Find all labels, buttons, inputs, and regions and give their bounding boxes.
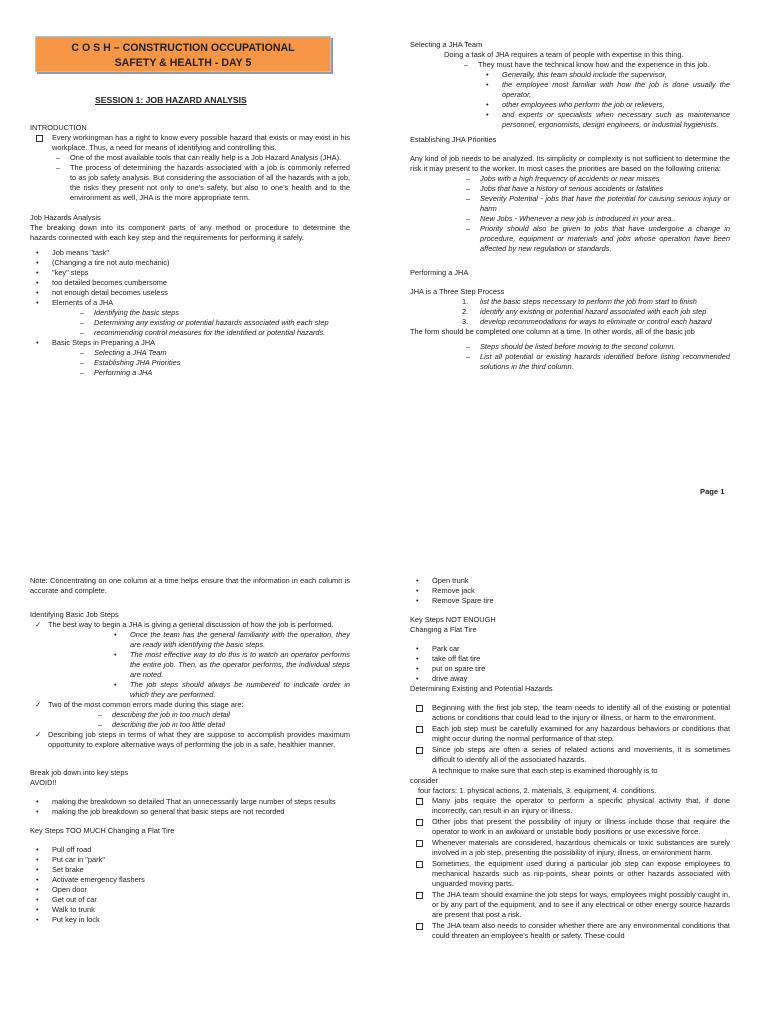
list-item: • not enough detail becomes useless	[30, 288, 350, 298]
hazard-item: The JHA team also needs to consider whether there are any environmental conditions that could threaten an employee's health or safety. These could	[410, 921, 730, 941]
hazard-item: Other jobs that present the possibility of injury or illness include those that require the operator to work in an awkward or unstable body positions or use excessive force.	[410, 817, 730, 837]
tire-step: • Park car	[410, 644, 730, 654]
page1-right-column	[410, 40, 730, 372]
hazard-item: Many jobs require the operator to perform a specific physical activity that, if done incorrectly, can result in an injury or illness.	[410, 796, 730, 816]
three-step-item: 1. list the basic steps necessary to perform the job from start to finish	[462, 297, 697, 306]
avoid-label: AVOID!!	[30, 778, 57, 787]
tire-step: • Remove jack	[410, 586, 730, 596]
tire-step: • Activate emergency flashers	[30, 875, 350, 885]
check-item: ✓ Two of the most common errors made during this stage are: – describing the job in too much detail – describing the job in too little detail	[30, 700, 350, 730]
intro-dash: – One of the most available tools that can really help is a Job Hazard Analysis (JHA).	[46, 153, 350, 163]
session-heading: SESSION 1: JOB HAZARD ANALYSIS	[95, 95, 247, 105]
page1-left-column	[30, 123, 350, 378]
team-member: • Generally, this team should include the supervisor,	[480, 70, 730, 80]
list-item: • Elements of a JHA – Identifying the basic steps – Determining any existing or potential hazards associated with each step – recommending control measures for the identified or potential hazards.	[30, 298, 350, 338]
hazard-item: Beginning with the first job step, the team needs to identify all of the existing or potential actions or conditions that could lead to the injury or illness, or harm to the environment.	[410, 703, 730, 723]
avoid-item: • making the breakdown so detailed That an unnecessarily large number of steps results	[30, 797, 350, 807]
list-item: • Basic Steps in Preparing a JHA – Selecting a JHA Team – Establishing JHA Priorities – Performing a JHA	[30, 338, 350, 378]
hazards-heading: Determining Existing and Potential Hazards	[410, 684, 553, 693]
team-heading: Selecting a JHA Team	[410, 40, 483, 49]
four-factors: four factors: 1. physical actions, 2. materials, 3. equipment, 4. conditions.	[418, 786, 657, 795]
break-heading: Break job down into key steps	[30, 768, 129, 777]
tire-step: • Open trunk	[410, 576, 730, 586]
basic-step: – Selecting a JHA Team	[70, 348, 350, 358]
tire-step: • Get out of car	[30, 895, 350, 905]
check-sub-item: • The job steps should always be numbered to indicate order in which they are performed.	[108, 680, 350, 700]
basic-step: – Establishing JHA Priorities	[70, 358, 350, 368]
page2-right-column	[410, 576, 730, 942]
element-item: – recommending control measures for the identified or potential hazards.	[70, 328, 350, 338]
tire-step: • Set brake	[30, 865, 350, 875]
tire-step: • Walk to trunk	[30, 905, 350, 915]
tire-step: • drive away	[410, 674, 730, 684]
team-member: • other employees who perform the job or relievers,	[480, 100, 730, 110]
common-error: – describing the job in too much detail	[88, 710, 350, 720]
team-dash: – They must have the technical know how and the experience in this job.	[454, 60, 730, 70]
tire-step: • Put car in "park"	[30, 855, 350, 865]
page2-left-column	[30, 576, 350, 925]
not-enough-heading: Key Steps NOT ENOUGH	[410, 615, 496, 624]
check-sub-item: • Once the team has the general familiarity with the operation, they are ready with identifying the basic steps.	[108, 630, 350, 650]
list-item: • "key" steps	[30, 268, 350, 278]
priority-item: – Priority should also be given to jobs that have undergone a change in procedure, equipment or materials and jobs whose operation have been affected by new regulation or standards.	[456, 224, 730, 254]
tire-step: • Put key in lock	[30, 915, 350, 925]
team-member: • and experts or specialists when necessary such as maintenance personnel, ergonomists, design engineers, or industrial hygienists.	[480, 110, 730, 130]
basic-step: – Performing a JHA	[70, 368, 350, 378]
check-item: ✓ The best way to begin a JHA is giving a general discussion of how the job is performed. • Once the team has the general familiarity with the operation, they are ready with identifying the basic steps. • The most effective way to do this is to watch an operator performs the entire job. Then, as the operator performs, the individual steps are noted. • The job steps should always be numbered to indicate order in which they are performed.	[30, 620, 350, 700]
priorities-para: Any kind of job needs to be analyzed. Its simplicity or complexity is not sufficient to determine the risk it may present to the worker. In most cases the priorities are based on the following criteria:	[410, 154, 730, 173]
technique-line-2: consider	[410, 776, 438, 785]
list-item: • too detailed becomes cumbersome	[30, 278, 350, 288]
hazard-item: Whenever materials are considered, hazardous chemicals or toxic substances are surely involved in a job step, presenting the possibility of injury, illness, or environment harm.	[410, 838, 730, 858]
tire-step: • put on spare tire	[410, 664, 730, 674]
hazard-item: Since job steps are often a series of related actions and movements, it is sometimes difficult to identify all of the associated hazards.	[410, 745, 730, 765]
too-much-heading: Key Steps TOO MUCH Changing a Flat Tire	[30, 826, 175, 835]
intro-heading: INTRODUCTION	[30, 123, 87, 132]
avoid-item: • making the job breakdown so general that basic steps are not recorded	[30, 807, 350, 817]
priorities-heading: Establishing JHA Priorities	[410, 135, 497, 144]
three-step-heading: JHA is a Three Step Process	[410, 287, 505, 296]
priority-item: – Jobs that have a history of serious accidents or fatalities	[456, 184, 730, 194]
tire-step: • take off flat tire	[410, 654, 730, 664]
three-step-item: 2. identify any existing or potential hazard associated with each job step	[462, 307, 707, 316]
check-sub-item: • The most effective way to do this is to watch an operator performs the entire job. Then, as the operator performs, the individual steps are noted.	[108, 650, 350, 680]
ident-heading: Identifying Basic Job Steps	[30, 610, 119, 619]
technique-line: A technique to make sure that each step is examined thoroughly is to	[432, 766, 658, 775]
document-page-2	[0, 548, 768, 1024]
priority-item: – Severity Potential - jobs that have the potential for causing serious injury or harm	[456, 194, 730, 214]
priority-item: – Jobs with a high frequency of accidents or near misses	[456, 174, 730, 184]
page-number: Page 1	[700, 487, 725, 496]
hazard-item: Sometimes, the equipment used during a particular job step can expose employees to mechanical hazards such as nip-points, shear points or other hazards associated with unguarded moving parts.	[410, 859, 730, 889]
common-error: – describing the job in too little detail	[88, 720, 350, 730]
element-item: – Determining any existing or potential hazards associated with each step	[70, 318, 350, 328]
check-item: ✓ Describing job steps in terms of what they are suppose to accomplish provides maximum opportunity to explore alternative ways of performing the job in a safe, healthier manner.	[30, 730, 350, 750]
title-line-2: SAFETY & HEALTH - DAY 5	[114, 57, 252, 69]
form-dash: – List all potential or existing hazards identified before listing recommended solutions in the third column.	[456, 352, 730, 372]
title-line-1: C O S H – CONSTRUCTION OCCUPATIONAL	[71, 42, 295, 54]
jha-heading: Job Hazards Analysis	[30, 213, 101, 222]
three-step-item: 3. develop recommendations for ways to eliminate or control each hazard	[462, 317, 712, 326]
tire-step: • Pull off road	[30, 845, 350, 855]
priority-item: – New Jobs - Whenever a new job is introduced in your area..	[456, 214, 730, 224]
element-item: – Identifying the basic steps	[70, 308, 350, 318]
form-para: The form should be completed one column at a time. In other words, all of the basic job	[410, 327, 695, 336]
list-item: • (Changing a tire not auto mechanic)	[30, 258, 350, 268]
hazard-item: The JHA team should examine the job steps for ways, employees might possibly caught in, or by any part of the equipment, and to see if any electrical or other energy source hazards are present that post a risk.	[410, 890, 730, 920]
team-para: Doing a task of JHA requires a team of people with expertise in this thing.	[444, 50, 684, 59]
jha-definition: The breaking down into its component parts of any method or procedure to determine the hazards connected with each key step and the requirements for performing it safely.	[30, 223, 350, 242]
team-member: • the employee most familiar with how the job is done usually the operator,	[480, 80, 730, 100]
intro-para: Every workingman has a right to know every possible hazard that exists or may exist in his workplace. Thus, a need for means of identifying and controlling this. – One of the most available tools that can really help is a Job Hazard Analysis (JHA). – The process of determining the hazards associated with a job is commonly referred to as job safety analysis. But considering the association of all the hazards with a job, the risks they present not only to one's safety, but also to one's health and to the environment as well, JHA is the more appropriate term.	[30, 133, 350, 203]
form-dash: – Steps should be listed before moving to the second column.	[456, 342, 730, 352]
hazard-item: Each job step must be carefully examined for any hazardous behaviors or conditions that might occur during the normal performance of that step.	[410, 724, 730, 744]
title-banner	[35, 36, 331, 72]
list-item: • Job means "task"	[30, 248, 350, 258]
tire-step: • Remove Spare tire	[410, 596, 730, 606]
intro-dash: – The process of determining the hazards associated with a job is commonly referred to as job safety analysis. But considering the association of all the hazards with a job, the risks they present not only to one's safety, but also to one's health and to the environment as well, JHA is the more appropriate term.	[46, 163, 350, 203]
tire-step: • Open door	[30, 885, 350, 895]
performing-heading: Performing a JHA	[410, 268, 469, 277]
not-enough-subheading: Changing a Flat Tire	[410, 625, 477, 634]
note-para: Note: Concentrating on one column at a time helps ensure that the information in each column is accurate and complete.	[30, 576, 350, 595]
